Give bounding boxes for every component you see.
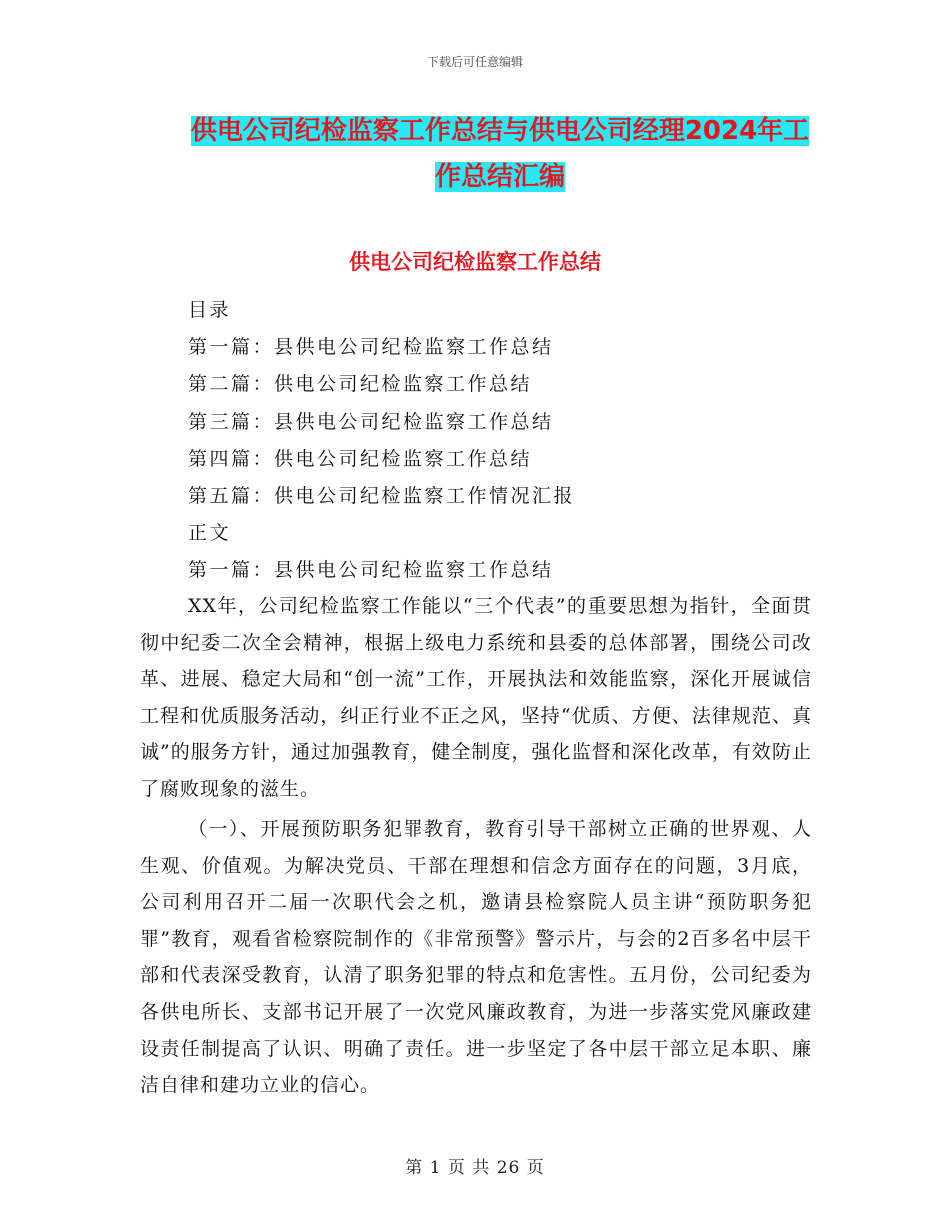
toc-item: 第一篇：县供电公司纪检监察工作总结 <box>188 559 554 582</box>
page-indicator: 第 1 页 共 26 页 <box>405 1158 545 1178</box>
body-paragraph-2: （一）、开展预防职务犯罪教育，教育引导干部树立正确的世界观、人生观、价值观。为解决党员、干部在理想和信念方面存在的问题，3月底，公司利用召开二届一次职代会之机，邀请县检察院人员主讲“预防职务犯罪”教育，观看省检察院制作的《非常预警》警示片，与会的2百多名中层干部和代表深受教育，认清了职务犯罪的特点和危害性。五月份，公司纪委为各供电所长、支部书记开展了一次党风廉政教育，为进一步落实党风廉政建设责任制提高了认识、明确了责任。进一步坚定了各中层干部立足本职、廉洁自律和建功立业的信心。 <box>140 818 812 1097</box>
toc-item: 第三篇：县供电公司纪检监察工作总结 <box>188 410 554 433</box>
header-note: 下载后可任意编辑 <box>426 55 523 69</box>
table-of-contents <box>188 292 575 590</box>
toc-item: 第一篇：县供电公司纪检监察工作总结 <box>188 336 554 359</box>
toc-item: 第四篇：供电公司纪检监察工作总结 <box>188 447 533 470</box>
toc-item: 第二篇：供电公司纪检监察工作总结 <box>188 373 533 396</box>
body-paragraph-1: XX年，公司纪检监察工作能以“三个代表”的重要思想为指针，全面贯彻中纪委二次全会精神，根据上级电力系统和县委的总体部署，围绕公司改革、进展、稳定大局和“创一流”工作，开展执法和效能监察，深化开展诚信工程和优质服务活动，纠正行业不正之风，坚持“优质、方便、法律规范、真诚”的服务方针，通过加强教育，健全制度，强化监督和深化改革，有效防止了腐败现象的滋生。 <box>140 595 812 800</box>
toc-item: 第五篇：供电公司纪检监察工作情况汇报 <box>188 485 576 508</box>
document-title-line-1: 供电公司纪检监察工作总结与供电公司经理2024年工 <box>190 116 810 146</box>
toc-item: 正文 <box>188 522 232 545</box>
section-title: 供电公司纪检监察工作总结 <box>349 250 601 274</box>
toc-item: 目录 <box>188 299 232 321</box>
document-title-line-2: 作总结汇编 <box>434 162 565 192</box>
document-title <box>140 108 860 200</box>
